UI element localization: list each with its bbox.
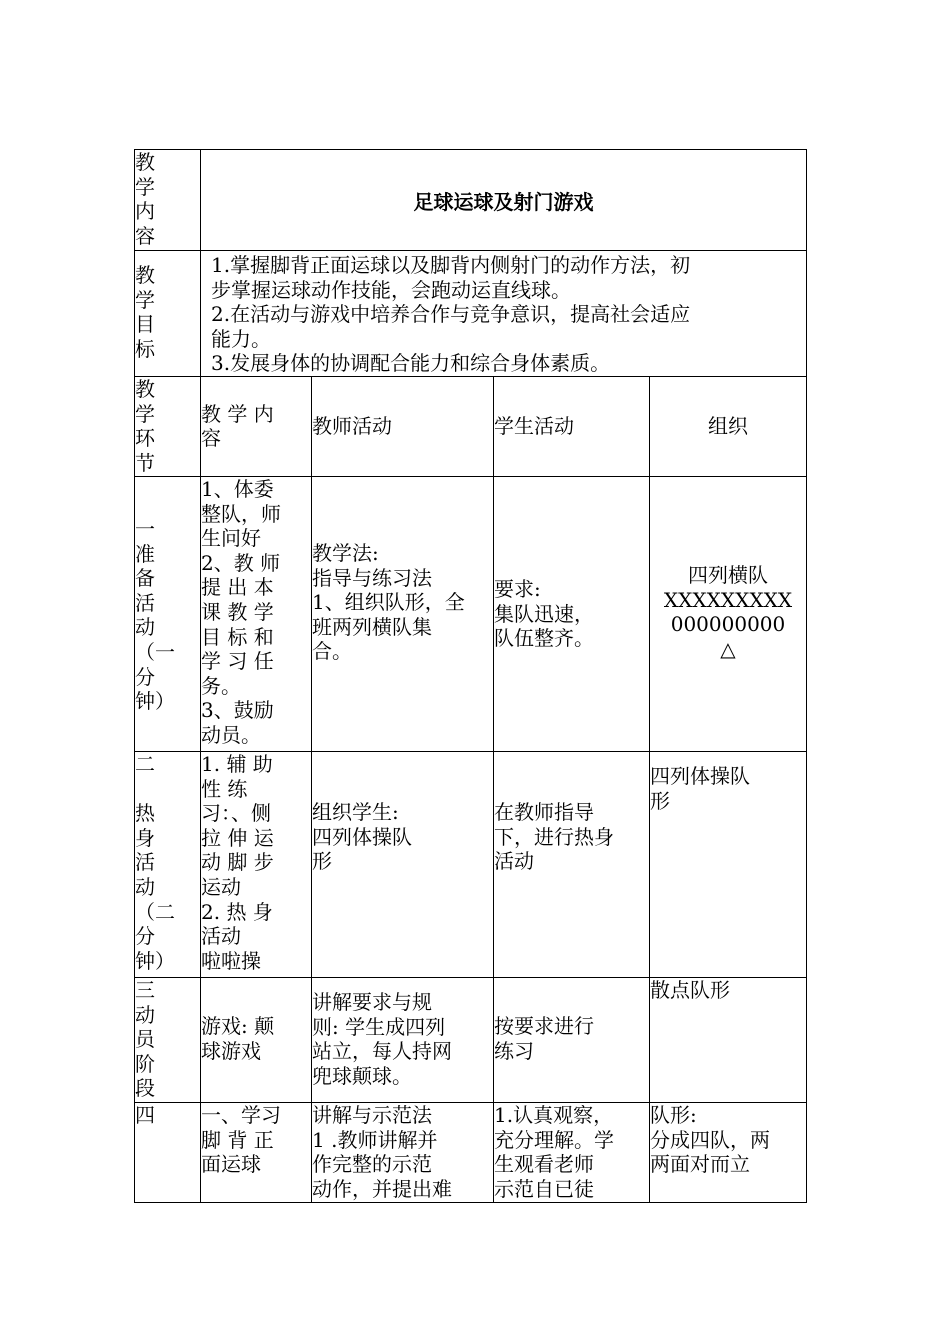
student-activity: 1.认真观察， 充分理解。学 生观看老师 示范自已徒 — [494, 1102, 650, 1202]
stage-content: 一、学习 脚 背 正 面运球 — [201, 1102, 312, 1202]
organization: 四列体操队 形 — [650, 751, 807, 977]
row-teaching-goals — [135, 251, 807, 377]
teaching-goals-text: 1.掌握脚背正面运球以及脚背内侧射门的动作方法，初 步掌握运球动作技能，会跑动运直线球。 2.在活动与游戏中培养合作与竞争意识，提高社会适应 能力。 3.发展身体的协调配合能力和综合身体素质。 — [201, 251, 807, 377]
label-teaching-content: 教 学 内 容 — [135, 150, 201, 251]
teacher-activity: 讲解要求与规 则: 学生成四列 站立，每人持网 兜球颠球。 — [312, 977, 494, 1102]
table-row — [135, 476, 807, 751]
stage-content: 游戏: 颠 球游戏 — [201, 977, 312, 1102]
organization: 散点队形 — [650, 977, 807, 1102]
table-row — [135, 977, 807, 1102]
stage-label: 一 准 备 活 动 （一 分 钟） — [135, 476, 201, 751]
stage-label: 三 动 员 阶 段 — [135, 977, 201, 1102]
header-organization: 组织 — [650, 376, 807, 476]
header-content: 教 学 内 容 — [201, 376, 312, 476]
teacher-activity: 教学法: 指导与练习法 1、组织队形，全 班两列横队集 合。 — [312, 476, 494, 751]
stage-content: 1、体委 整队，师 生问好 2、教 师 提 出 本 课 教 学 目 标 和 学 习 任 务。 3、鼓励 动员。 — [201, 476, 312, 751]
table-row — [135, 751, 807, 977]
row-header — [135, 376, 807, 476]
student-activity: 按要求进行 练习 — [494, 977, 650, 1102]
organization: 四列横队 XXXXXXXXX 000000000 △ — [650, 476, 807, 751]
stage-label: 四 — [135, 1102, 201, 1202]
student-activity: 要求: 集队迅速， 队伍整齐。 — [494, 476, 650, 751]
stage-content: 1. 辅 助 性 练 习：、侧 拉 伸 运 动 脚 步 运动 2. 热 身 活动 啦啦操 — [201, 751, 312, 977]
label-teaching-stage: 教 学 环 节 — [135, 376, 201, 476]
teacher-activity: 讲解与示范法 1 .教师讲解并 作完整的示范 动作，并提出难 — [312, 1102, 494, 1202]
table-row — [135, 1102, 807, 1202]
student-activity: 在教师指导 下，进行热身 活动 — [494, 751, 650, 977]
teacher-activity: 组织学生: 四列体操队 形 — [312, 751, 494, 977]
stage-label: 二 热 身 活 动 （二 分 钟） — [135, 751, 201, 977]
label-teaching-goals: 教 学 目 标 — [135, 251, 201, 377]
header-student-activity: 学生活动 — [494, 376, 650, 476]
header-teacher-activity: 教师活动 — [312, 376, 494, 476]
lesson-title: 足球运球及射门游戏 — [201, 150, 807, 251]
organization: 队形: 分成四队，两 两面对而立 — [650, 1102, 807, 1202]
row-teaching-content — [135, 150, 807, 251]
lesson-plan-table — [134, 149, 807, 1203]
